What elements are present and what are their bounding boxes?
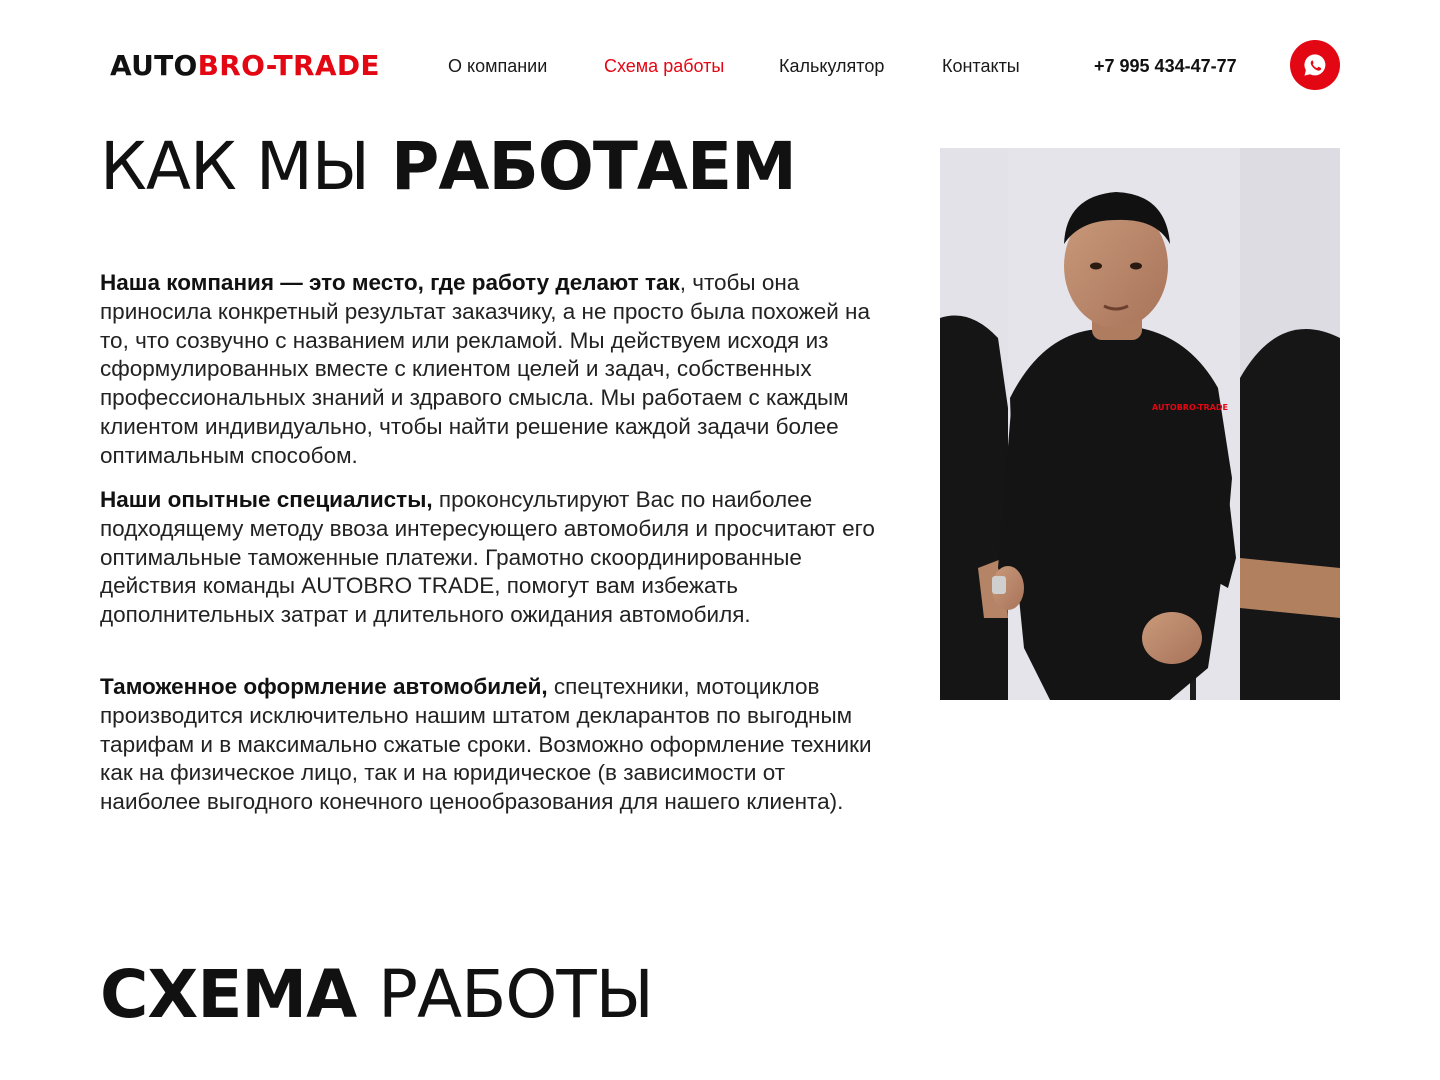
team-photo-illustration <box>940 148 1340 700</box>
about-paragraph-2 <box>100 486 890 630</box>
about-paragraph-3-lead: Таможенное оформление автомобилей, <box>100 674 548 699</box>
site-header <box>0 0 1440 132</box>
logo[interactable] <box>110 48 380 84</box>
whatsapp-button[interactable] <box>1290 40 1340 90</box>
about-paragraph-3-text: спецтехники, мотоциклов производится исключительно нашим штатом декларантов по выгодным тарифам и в максимально сжатые сроки. Возможно оформление техники как на физическое лицо, так и на юридическое (в зависимости от наиболее выгодного конечного ценообразования для нашего клиента). <box>100 674 872 815</box>
about-paragraph-2-lead: Наши опытные специалисты, <box>100 487 433 512</box>
shirt-logo: AUTOBRO-TRADE <box>1152 403 1228 412</box>
scheme-title <box>100 956 653 1034</box>
logo-part-bro-trade: BRO-TRADE <box>197 49 380 82</box>
about-title-light: КАК МЫ <box>100 128 370 205</box>
about-paragraph-1-text: , чтобы она приносила конкретный результат заказчику, а не просто была похожей на то, что созвучно с названием или рекламой. Мы действуем исходя из сформулированных вместе с клиентом целей и задач, собственных профессиональных знаний и здравого смысла. Мы работаем с каждым клиентом индивидуально, чтобы найти решение каждой задачи более оптимальным способом. <box>100 270 870 468</box>
scheme-title-light: РАБОТЫ <box>378 956 653 1033</box>
team-photo <box>940 148 1340 700</box>
nav-item-calculator[interactable]: Калькулятор <box>779 56 885 76</box>
about-title-bold: РАБОТАЕМ <box>391 128 796 205</box>
nav-item-scheme[interactable]: Схема работы <box>604 56 725 76</box>
scheme-title-bold: СХЕМА <box>100 956 357 1033</box>
whatsapp-icon <box>1302 52 1328 78</box>
phone-link[interactable]: +7 995 434-47-77 <box>1094 56 1237 76</box>
about-paragraph-2-text: проконсультируют Вас по наиболее подходящему методу ввоза интересующего автомобиля и просчитают его оптимальные таможенные платежи. Грамотно скоординированные действия команды AUTOBRO TRADE, помогут вам избежать дополнительных затрат и длительного ожидания автомобиля. <box>100 487 875 628</box>
about-paragraph-1 <box>100 269 890 471</box>
nav-item-about[interactable]: О компании <box>448 56 548 76</box>
logo-part-auto: AUTO <box>110 49 198 82</box>
about-paragraph-3 <box>100 673 890 817</box>
about-paragraph-1-lead: Наша компания — это место, где работу делают так <box>100 270 680 295</box>
nav-item-contacts[interactable]: Контакты <box>942 56 1020 76</box>
about-title <box>100 128 796 206</box>
